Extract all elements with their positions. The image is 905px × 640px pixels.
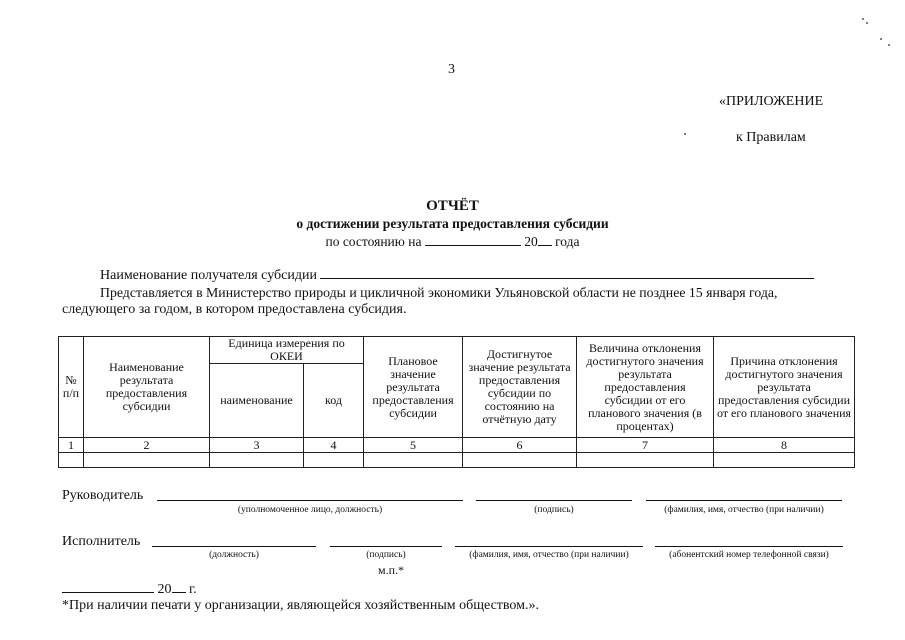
date-blank[interactable] — [62, 580, 154, 593]
header-reason: Причина отклонения достигнутого значения результата предоставления субсидии от его планового значения — [714, 337, 855, 438]
as-of-year-blank[interactable] — [538, 233, 552, 246]
head-position-caption: (уполномоченное лицо, должность) — [237, 505, 383, 515]
column-number: 1 — [59, 438, 84, 453]
column-number: 5 — [364, 438, 463, 453]
recipient-label: Наименование получателя субсидии — [100, 268, 317, 283]
footnote: *При наличии печати у организации, являющейся хозяйственным обществом.». — [62, 598, 540, 613]
executor-label: Исполнитель — [62, 534, 141, 549]
executor-position-line[interactable] — [152, 546, 316, 547]
scan-speck — [862, 18, 864, 20]
column-number-row — [59, 438, 855, 453]
column-number: 6 — [463, 438, 577, 453]
recipient-line — [100, 266, 814, 284]
as-of-date-blank[interactable] — [425, 233, 521, 246]
header-unit-group: Единица измерения по ОКЕИ — [210, 337, 364, 364]
column-number: 7 — [577, 438, 714, 453]
date-year-blank[interactable] — [172, 580, 186, 593]
table-cell[interactable] — [210, 453, 304, 468]
header-num: № п/п — [59, 337, 84, 438]
executor-position-caption: (должность) — [209, 550, 259, 560]
report-table — [58, 336, 855, 468]
date-suffix: г. — [189, 582, 197, 597]
executor-signature-caption: (подпись) — [366, 550, 406, 560]
table-cell[interactable] — [364, 453, 463, 468]
executor-phone-caption: (абонентский номер телефонной связи) — [669, 550, 829, 560]
header-unit-name: наименование — [210, 364, 304, 438]
executor-fullname-line[interactable] — [455, 546, 643, 547]
as-of-date-line — [0, 233, 905, 250]
executor-phone-line[interactable] — [655, 546, 843, 547]
intro-line-2: следующего за годом, в котором предоставлена субсидия. — [62, 302, 407, 317]
as-of-prefix: по состоянию на — [325, 234, 422, 249]
column-number: 4 — [304, 438, 364, 453]
head-signature-line[interactable] — [476, 500, 632, 501]
header-deviation: Величина отклонения достигнутого значения результата предоставления субсидии от его планового значения (в процентах) — [577, 337, 714, 438]
executor-fullname-caption: (фамилия, имя, отчество (при наличии) — [469, 550, 629, 560]
executor-signature-line[interactable] — [330, 546, 442, 547]
date-year-prefix: 20 — [157, 582, 172, 597]
scan-speck — [866, 22, 868, 24]
head-position-line[interactable] — [157, 500, 463, 501]
scan-speck — [880, 38, 882, 40]
header-unit-code: код — [304, 364, 364, 438]
table-cell[interactable] — [59, 453, 84, 468]
appendix-label: «ПРИЛОЖЕНИЕ — [719, 94, 824, 109]
header-achieved: Достигнутое значение результата предоставления субсидии по состоянию на отчётную дату — [463, 337, 577, 438]
date-line — [62, 580, 197, 598]
header-planned: Плановое значение результата предоставления субсидии — [364, 337, 463, 438]
head-fullname-line[interactable] — [646, 500, 842, 501]
table-cell[interactable] — [714, 453, 855, 468]
head-signature-caption: (подпись) — [534, 505, 574, 515]
scan-speck — [888, 44, 890, 46]
appendix-rules: к Правилам — [736, 130, 806, 145]
page-number: 3 — [448, 62, 455, 77]
head-label: Руководитель — [62, 488, 144, 503]
document-subtitle: о достижении результата предоставления субсидии — [296, 216, 609, 231]
column-number: 2 — [84, 438, 210, 453]
head-fullname-caption: (фамилия, имя, отчество (при наличии) — [664, 505, 824, 515]
table-cell[interactable] — [84, 453, 210, 468]
scan-speck — [684, 133, 686, 135]
column-number: 8 — [714, 438, 855, 453]
intro-line-1: Представляется в Министерство природы и цикличной экономики Ульяновской области не позднее 15 января года, — [100, 285, 778, 300]
stamp-place: м.п.* — [378, 563, 405, 577]
table-cell[interactable] — [577, 453, 714, 468]
as-of-suffix: года — [555, 234, 580, 249]
recipient-name-blank[interactable] — [320, 266, 814, 279]
table-row — [59, 453, 855, 468]
as-of-year-prefix: 20 — [524, 234, 538, 249]
table-cell[interactable] — [463, 453, 577, 468]
header-result-name: Наименование результата предоставления субсидии — [84, 337, 210, 438]
table-cell[interactable] — [304, 453, 364, 468]
column-number: 3 — [210, 438, 304, 453]
document-title: ОТЧЁТ — [426, 198, 479, 214]
